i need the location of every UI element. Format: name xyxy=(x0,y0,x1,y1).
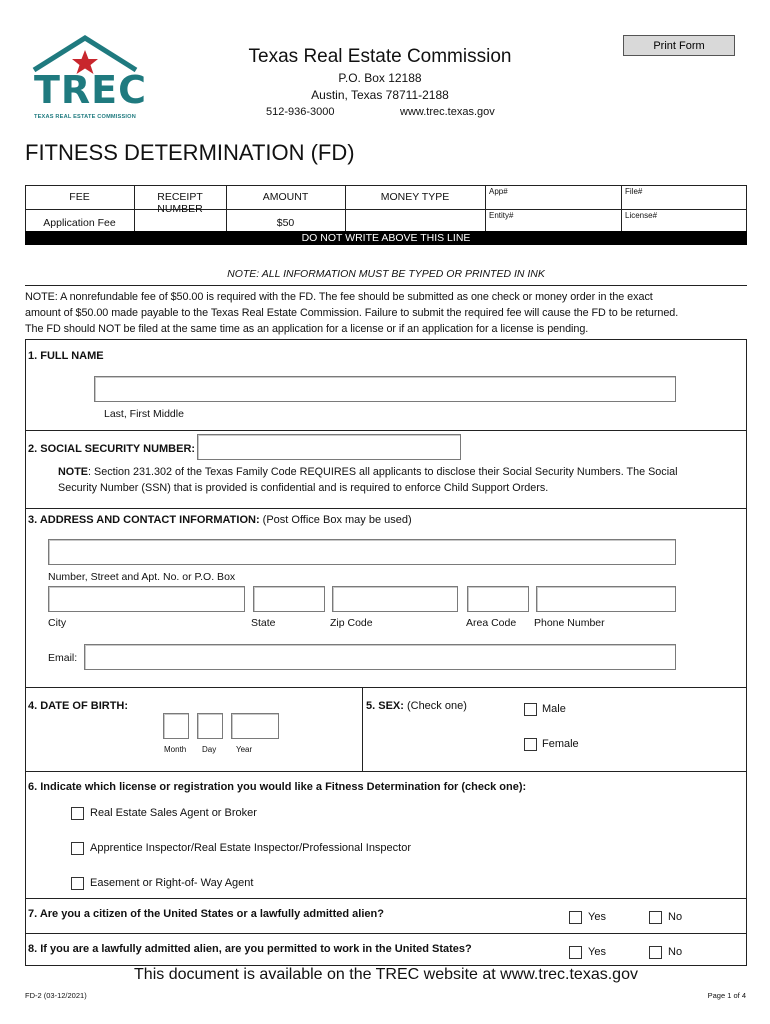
work-permit-no-checkbox[interactable] xyxy=(649,946,662,959)
fee-note-line-2: amount of $50.00 made payable to the Texas Real Estate Commission. Failure to submit the required fee will cause the FD to be returned. xyxy=(25,307,679,319)
city-label: City xyxy=(48,617,67,629)
email-label: Email: xyxy=(48,652,78,664)
section-3-title-suffix: (Post Office Box may be used) xyxy=(259,514,412,526)
license-option-2-label: Apprentice Inspector/Real Estate Inspector/Professional Inspector xyxy=(90,842,412,854)
work-permit-yes-label: Yes xyxy=(588,946,606,958)
license-option-1-label: Real Estate Sales Agent or Broker xyxy=(90,807,257,819)
trec-logo xyxy=(28,34,148,124)
do-not-write-text: DO NOT WRITE ABOVE THIS LINE xyxy=(301,232,471,244)
license-option-2-checkbox[interactable] xyxy=(71,842,84,855)
ssn-note-line-1 xyxy=(58,466,678,478)
dob-day-label: Day xyxy=(202,745,217,754)
full-name-sublabel: Last, First Middle xyxy=(104,408,184,420)
fee-note-line-3: The FD should NOT be filed at the same time as an application for a license or if an application for a license is pending. xyxy=(25,323,589,335)
section-5-title-suffix: (Check one) xyxy=(403,700,467,712)
street-address-label: Number, Street and Apt. No. or P.O. Box xyxy=(48,571,236,583)
fee-header: FEE xyxy=(69,191,90,203)
website: www.trec.texas.gov xyxy=(400,106,495,118)
section-2-title: 2. SOCIAL SECURITY NUMBER: xyxy=(28,443,196,455)
ssn-input[interactable] xyxy=(197,434,461,460)
license-option-3-checkbox[interactable] xyxy=(71,877,84,890)
sex-female-checkbox[interactable] xyxy=(524,738,537,751)
city-input[interactable] xyxy=(48,586,245,612)
fee-value: Application Fee xyxy=(43,217,116,229)
citizen-yes-checkbox[interactable] xyxy=(569,911,582,924)
money-type-header: MONEY TYPE xyxy=(380,191,450,203)
entity-number-label: Entity# xyxy=(489,211,514,220)
sex-male-label: Male xyxy=(542,703,566,715)
section-5-title xyxy=(366,700,467,712)
work-permit-no-label: No xyxy=(668,946,683,958)
ssn-note-bold: NOTE xyxy=(58,466,88,478)
citizen-no-checkbox[interactable] xyxy=(649,911,662,924)
dob-month-label: Month xyxy=(164,745,187,754)
dob-year-input[interactable] xyxy=(231,713,279,739)
section-6-title: 6. Indicate which license or registration you would like a Fitness Determination for (check one): xyxy=(28,781,527,793)
logo-text: TREC xyxy=(34,68,148,112)
license-option-3-label: Easement or Right-of- Way Agent xyxy=(90,877,254,889)
amount-value: $50 xyxy=(276,217,295,229)
area-code-input[interactable] xyxy=(467,586,529,612)
sex-female-label: Female xyxy=(542,738,579,750)
section-3-title-bold: 3. ADDRESS AND CONTACT INFORMATION: xyxy=(28,514,260,526)
section-7-title: 7. Are you a citizen of the United States or a lawfully admitted alien? xyxy=(28,908,384,920)
receipt-header: RECEIPT NUMBER xyxy=(157,191,203,215)
section-5-title-bold: 5. SEX: xyxy=(366,700,404,712)
page-title: FITNESS DETERMINATION (FD) xyxy=(25,140,355,165)
po-box: P.O. Box 12188 xyxy=(338,71,422,85)
street-address-input[interactable] xyxy=(48,539,676,565)
ssn-note-text-1: : Section 231.302 of the Texas Family Code REQUIRES all applicants to disclose their Social Security Numbers. The Social xyxy=(88,466,678,478)
typed-note: NOTE: ALL INFORMATION MUST BE TYPED OR PRINTED IN INK xyxy=(227,268,545,280)
form-id: FD-2 (03-12/2021) xyxy=(25,991,87,1000)
org-name: Texas Real Estate Commission xyxy=(248,46,512,67)
section-4-title: 4. DATE OF BIRTH: xyxy=(28,700,129,712)
logo-subtitle: TEXAS REAL ESTATE COMMISSION xyxy=(34,114,136,120)
page-number: Page 1 of 4 xyxy=(707,991,746,1000)
dob-month-input[interactable] xyxy=(163,713,189,739)
zip-code-label: Zip Code xyxy=(330,617,373,629)
city-line: Austin, Texas 78711-2188 xyxy=(311,88,449,102)
state-label: State xyxy=(251,617,276,629)
ssn-note-line-2: Security Number (SSN) that is provided is confidential and is required to enforce Child Support Orders. xyxy=(58,482,549,494)
license-number-label: License# xyxy=(625,211,658,220)
state-input[interactable] xyxy=(253,586,325,612)
email-input[interactable] xyxy=(84,644,676,670)
section-1-title: 1. FULL NAME xyxy=(28,350,104,362)
fee-note-line-1: NOTE: A nonrefundable fee of $50.00 is required with the FD. The fee should be submitted as one check or money order in the exact xyxy=(25,291,653,303)
file-number-label: File# xyxy=(625,187,643,196)
section-8-title: 8. If you are a lawfully admitted alien, are you permitted to work in the United States? xyxy=(28,943,472,955)
phone-number-label: Phone Number xyxy=(534,617,605,629)
zip-code-input[interactable] xyxy=(332,586,458,612)
availability-note: This document is available on the TREC website at www.trec.texas.gov xyxy=(134,966,638,983)
dob-year-label: Year xyxy=(236,745,253,754)
citizen-no-label: No xyxy=(668,911,683,923)
amount-header: AMOUNT xyxy=(262,191,309,203)
print-form-button[interactable]: Print Form xyxy=(623,35,735,56)
section-3-title xyxy=(28,514,412,526)
area-code-label: Area Code xyxy=(466,617,517,629)
work-permit-yes-checkbox[interactable] xyxy=(569,946,582,959)
app-number-label: App# xyxy=(489,187,508,196)
phone: 512-936-3000 xyxy=(266,106,335,118)
dob-day-input[interactable] xyxy=(197,713,223,739)
fee-table xyxy=(25,185,747,260)
sex-male-checkbox[interactable] xyxy=(524,703,537,716)
citizen-yes-label: Yes xyxy=(588,911,606,923)
license-option-1-checkbox[interactable] xyxy=(71,807,84,820)
phone-number-input[interactable] xyxy=(536,586,676,612)
full-name-input[interactable] xyxy=(94,376,676,402)
